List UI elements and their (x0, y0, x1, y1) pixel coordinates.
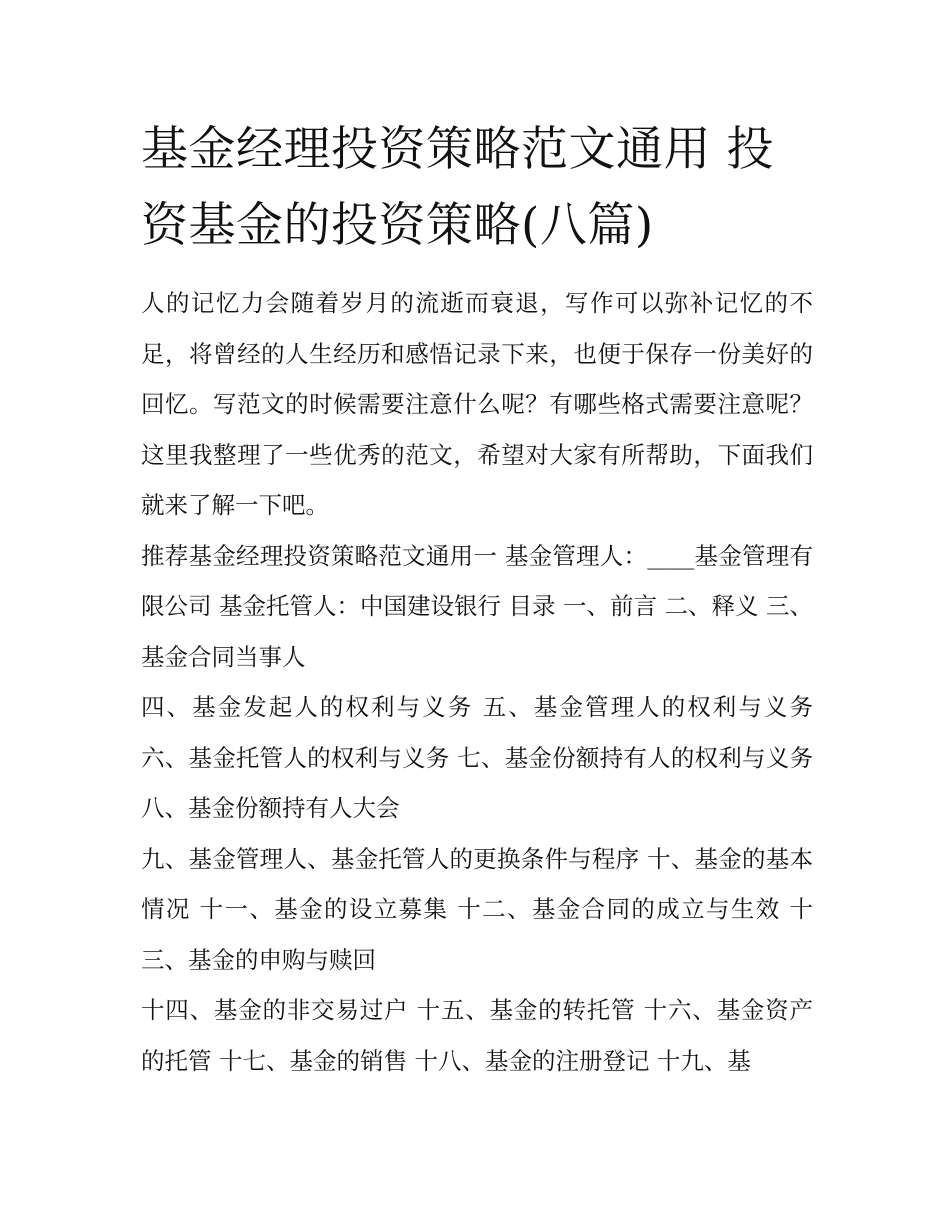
intro-paragraph: 人的记忆力会随着岁月的流逝而衰退，写作可以弥补记忆的不足，将曾经的人生经历和感悟记录下来，也便于保存一份美好的回忆。写范文的时候需要注意什么呢？有哪些格式需要注意呢？这里我整理了一些优秀的范文，希望对大家有所帮助，下面我们就来了解一下吧。 (141, 289, 813, 519)
document-title: 基金经理投资策略范文通用 投资基金的投资策略(八篇) (141, 122, 774, 253)
document-body (141, 112, 813, 1086)
contents-paragraph-2: 四、基金发起人的权利与义务 五、基金管理人的权利与义务 六、基金托管人的权利与义务 七、基金份额持有人的权利与义务 八、基金份额持有人大会 (141, 693, 813, 822)
contents-paragraph-1: 推荐基金经理投资策略范文通用一 基金管理人：____基金管理有限公司 基金托管人：中国建设银行 目录 一、前言 二、释义 三、基金合同当事人 (141, 541, 813, 671)
contents-paragraph-4: 十四、基金的非交易过户 十五、基金的转托管 十六、基金资产的托管 十七、基金的销售 十八、基金的注册登记 十九、基 (141, 996, 813, 1075)
contents-paragraph-3: 九、基金管理人、基金托管人的更换条件与程序 十、基金的基本情况 十一、基金的设立募集 十二、基金合同的成立与生效 十三、基金的申购与赎回 (141, 844, 813, 974)
